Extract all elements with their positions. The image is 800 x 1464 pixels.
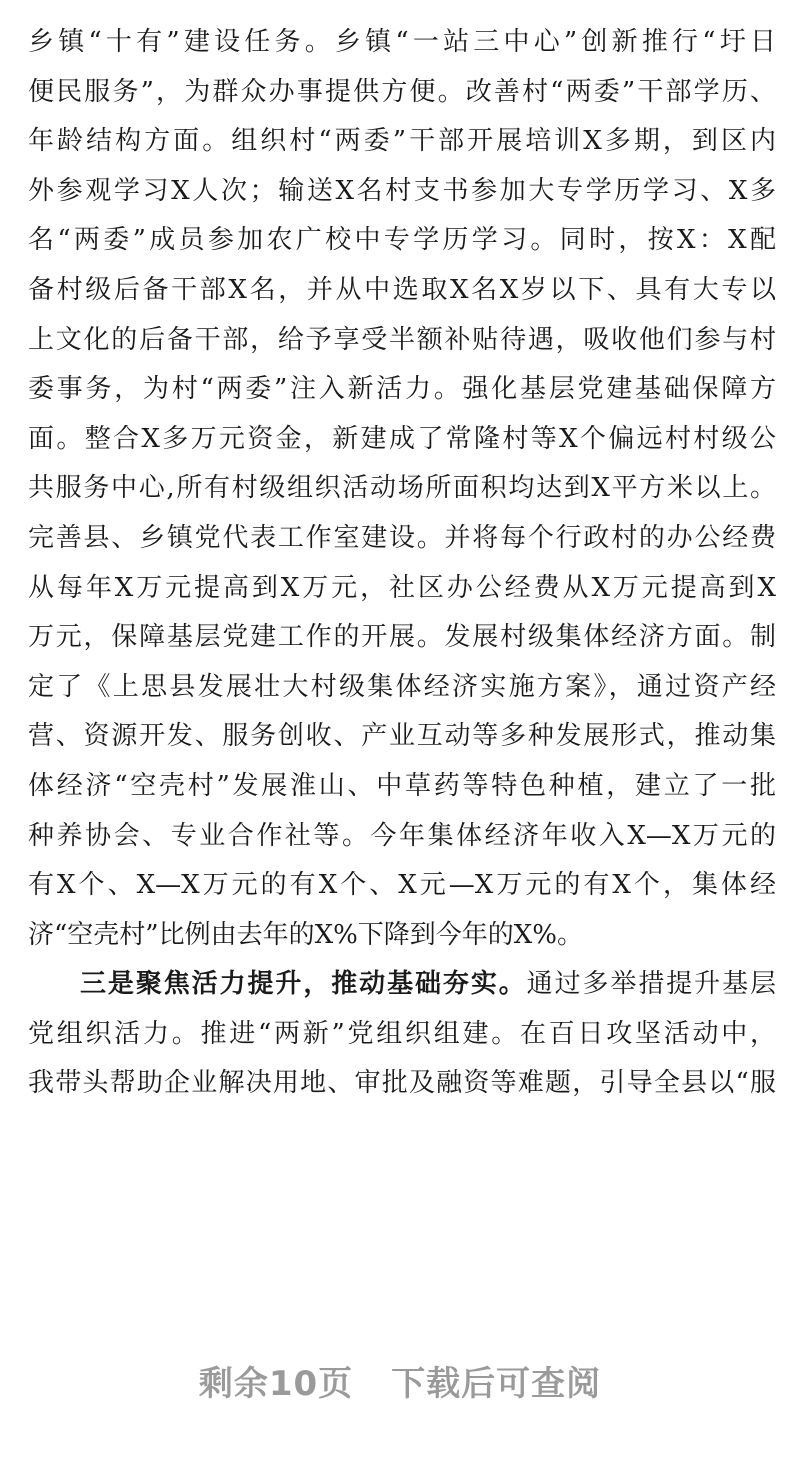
text-line: 外参观学习X人次；输送X名村支书参加大专学历学习、X多	[28, 175, 776, 206]
text-line: 体经济“空壳村”发展淮山、中草药等特色种植，建立了一批	[28, 770, 776, 801]
text-line: 定了《上思县发展壮大村级集体经济实施方案》，通过资产经	[28, 671, 776, 702]
text-line: 完善县、乡镇党代表工作室建设。并将每个行政村的办公经费	[28, 522, 776, 553]
text-line: 名“两委”成员参加农广校中专学历学习。同时，按X：X配	[28, 225, 776, 256]
document-body	[28, 18, 776, 1109]
text-line: 委事务，为村“两委”注入新活力。强化基层党建基础保障方	[28, 374, 776, 405]
text-line: 上文化的后备干部，给予享受半额补贴待遇，吸收他们参与村	[28, 324, 776, 355]
remaining-pages-banner[interactable]	[0, 1356, 800, 1405]
remaining-pages-label: 剩余10页	[198, 1364, 354, 1404]
text-line: 营、资源开发、服务创收、产业互动等多种发展形式，推动集	[28, 721, 776, 752]
text-line: 共服务中心,所有村级组织活动场所面积均达到X平方米以上。	[28, 473, 776, 504]
text-line: 济“空壳村”比例由去年的X%下降到今年的X%。	[28, 919, 584, 950]
text-line: 从每年X万元提高到X万元，社区办公经费从X万元提高到X	[28, 572, 776, 603]
text-line: 便民服务”，为群众办事提供方便。改善村“两委”干部学历、	[28, 76, 776, 107]
text-line: 备村级后备干部X名，并从中选取X名X岁以下、具有大专以	[28, 274, 776, 305]
paragraph-heading: 三是聚焦活力提升，推动基础夯实。	[80, 969, 527, 1000]
text-line: 年龄结构方面。组织村“两委”干部开展培训X多期，到区内	[28, 126, 776, 157]
text-line: 面。整合X多万元资金，新建成了常隆村等X个偏远村村级公	[28, 423, 776, 454]
paragraph-first-line	[28, 960, 776, 1010]
download-to-view-label: 下载后可查阅	[391, 1364, 602, 1404]
text-line: 乡镇“十有”建设任务。乡镇“一站三中心”创新推行“圩日	[28, 27, 776, 57]
paragraph-text: 通过多举措提升基层	[526, 969, 776, 1000]
text-line: 党组织活力。推进“两新”党组织组建。在百日攻坚活动中，	[28, 1018, 776, 1049]
text-line: 有X个、X—X万元的有X个、X元—X万元的有X个，集体经	[28, 870, 776, 901]
text-line: 种养协会、专业合作社等。今年集体经济年收入X—X万元的	[28, 820, 776, 851]
text-line: 万元，保障基层党建工作的开展。发展村级集体经济方面。制	[28, 622, 776, 653]
text-line: 我带头帮助企业解决用地、审批及融资等难题，引导全县以“服	[28, 1068, 776, 1099]
